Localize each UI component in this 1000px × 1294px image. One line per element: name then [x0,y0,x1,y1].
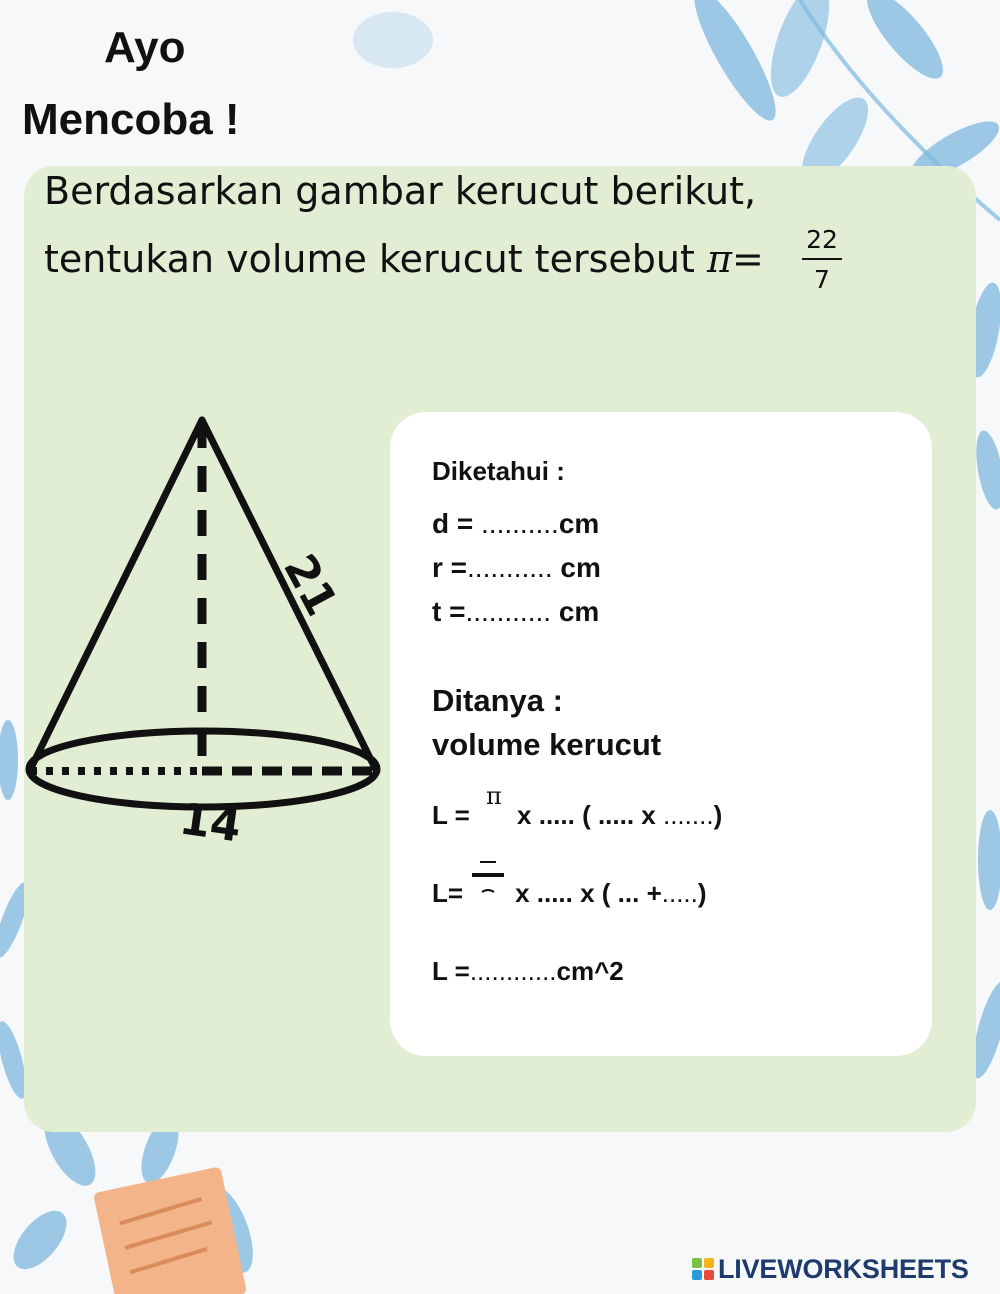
prompt-line-2 [44,237,764,281]
d-label: d = [432,508,482,539]
result-row [432,958,624,984]
t-label: t = [432,596,466,627]
logo-icon [692,1258,714,1280]
radius-row [432,554,601,582]
asked-heading: Ditanya : [432,683,563,718]
r-blank[interactable]: ........... [467,552,561,583]
one-third-fraction [470,858,506,898]
liveworksheets-logo[interactable] [692,1254,969,1284]
formula2-blank[interactable]: ..... [661,878,698,908]
formula1-blank[interactable]: ....... [655,800,714,830]
logo-text: LIVEWORKSHEETS [718,1253,969,1284]
fraction-bar [802,258,842,260]
fraction-denominator: 7 [814,264,830,294]
cone-figure [0,400,400,860]
cone-left-edge [30,420,202,770]
diameter-label: 14 [176,793,245,853]
d-unit: cm [558,508,600,539]
heading-mencoba: Mencoba ! [22,95,240,144]
asked-value: volume kerucut [432,727,662,762]
equals-sign: = [731,237,764,281]
heading-ayo: Ayo [104,23,186,72]
known-heading: Diketahui : [432,456,565,486]
pi-symbol: π [706,237,732,281]
pi-fraction [802,226,842,293]
formula1-close: ) [713,800,723,830]
r-label: r = [432,552,468,583]
t-unit: cm [558,596,600,627]
formula2-close: ) [697,878,707,908]
formula-pi-symbol: π [486,782,502,810]
formula2-body[interactable]: x ..... x ( ... + [515,878,662,908]
formula1-body[interactable]: x ..... ( ..... x [517,800,656,830]
r-unit: cm [560,552,601,583]
d-blank[interactable]: .......... [481,508,559,539]
height-row [432,598,599,626]
result-unit: cm^2 [556,956,624,986]
t-blank[interactable]: ........... [465,596,559,627]
fraction-numerator: 22 [806,225,838,254]
result-label: L = [432,956,470,986]
prompt-line-1: Berdasarkan gambar kerucut berikut, [44,169,757,213]
slant-label: 21 [273,546,348,625]
result-blank[interactable]: ............ [469,956,557,986]
diameter-row [432,510,599,538]
formula2-label: L= [432,878,464,908]
formula-row-1 [432,802,722,828]
formula1-label: L = [432,800,478,830]
prompt-text: tentukan volume kerucut tersebut [44,237,707,281]
